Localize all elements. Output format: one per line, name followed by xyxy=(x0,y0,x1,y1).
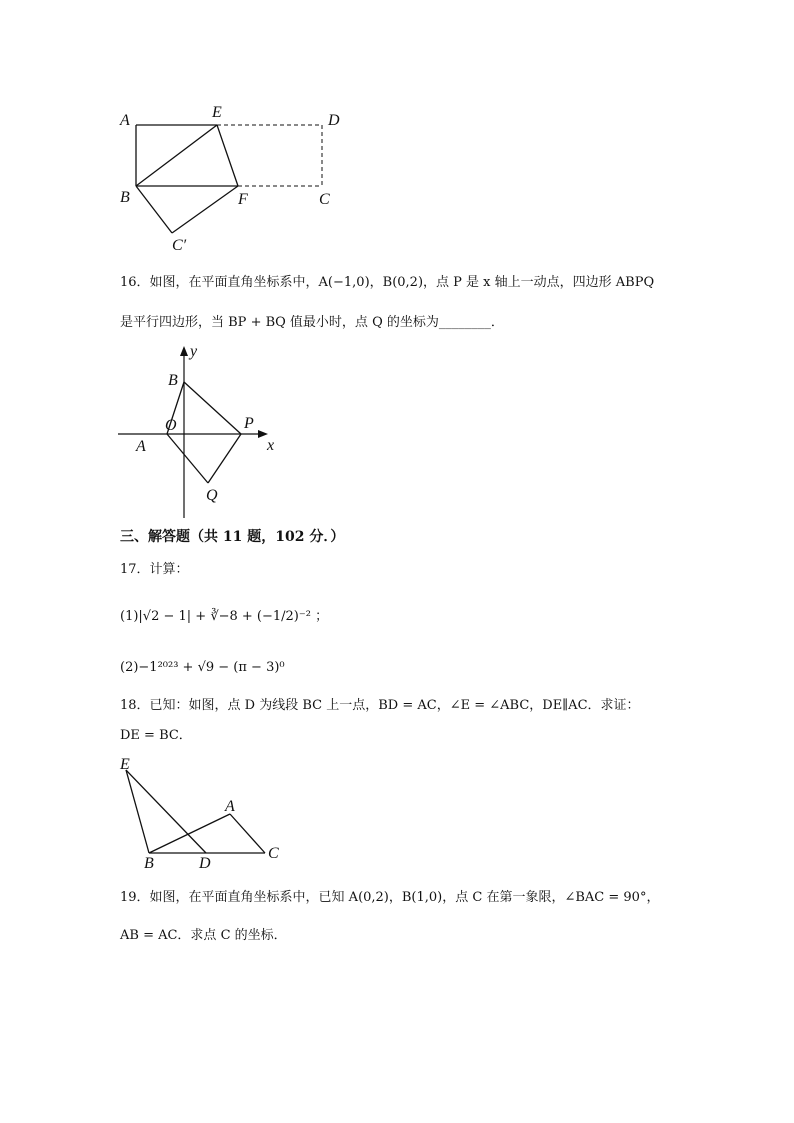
label-c: C xyxy=(319,191,330,208)
label-f: F xyxy=(238,191,248,208)
segment-ba xyxy=(149,814,230,853)
label-b: B xyxy=(144,855,154,872)
label-c-prime: C′ xyxy=(172,237,187,254)
fold-figure xyxy=(110,100,360,260)
q19-line1: 19．如图，在平面直角坐标系中，已知 A(0,2)，B(1,0)，点 C 在第一象限，∠BAC = 90°， xyxy=(120,890,660,905)
label-a: A xyxy=(136,438,146,455)
q16-line2: 是平行四边形，当 BP + BQ 值最小时，点 Q 的坐标为________． xyxy=(120,315,504,330)
parallelogram-coordinate-figure xyxy=(110,338,290,523)
segment-bcprime xyxy=(136,186,172,233)
label-a: A xyxy=(120,112,130,129)
segment-ac xyxy=(230,814,265,853)
label-d: D xyxy=(328,112,340,129)
q18-line1: 18．已知：如图，点 D 为线段 BC 上一点，BD = AC，∠E = ∠ABC，DE∥AC．求证： xyxy=(120,698,640,713)
label-o: O xyxy=(165,417,177,434)
label-y: y xyxy=(190,343,198,360)
segment-bp xyxy=(184,382,241,434)
label-d: D xyxy=(199,855,211,872)
segment-pq xyxy=(208,434,241,483)
label-p: P xyxy=(244,415,254,432)
q17-title: 17．计算： xyxy=(120,562,189,577)
q17-part1: (1)|√2 − 1| + ∛−8 + (−1/2)⁻² ； xyxy=(120,609,329,624)
label-a: A xyxy=(225,798,235,815)
label-q: Q xyxy=(206,487,218,504)
segment-qa xyxy=(167,434,208,483)
q17-part2: (2)−1²⁰²³ + √9 − (π − 3)⁰ xyxy=(120,660,285,675)
label-b: B xyxy=(168,372,178,389)
segment-ef xyxy=(217,125,238,186)
label-b: B xyxy=(120,189,130,206)
q19-line2: AB = AC．求点 C 的坐标． xyxy=(120,928,287,943)
segment-cprimef xyxy=(172,186,238,233)
section-heading: 三、解答题（共 11 题，102 分．） xyxy=(120,529,345,545)
q18-line2: DE = BC． xyxy=(120,728,192,743)
segment-be xyxy=(136,125,217,186)
label-c: C xyxy=(268,845,279,862)
label-e: E xyxy=(120,756,130,773)
triangle-figure xyxy=(110,752,290,872)
y-axis-arrow xyxy=(180,346,188,356)
label-x: x xyxy=(267,437,275,454)
label-e: E xyxy=(212,104,222,121)
q16-line1: 16．如图，在平面直角坐标系中，A(−1,0)，B(0,2)，点 P 是 x 轴上一动点，四边形 ABPQ xyxy=(120,275,655,290)
